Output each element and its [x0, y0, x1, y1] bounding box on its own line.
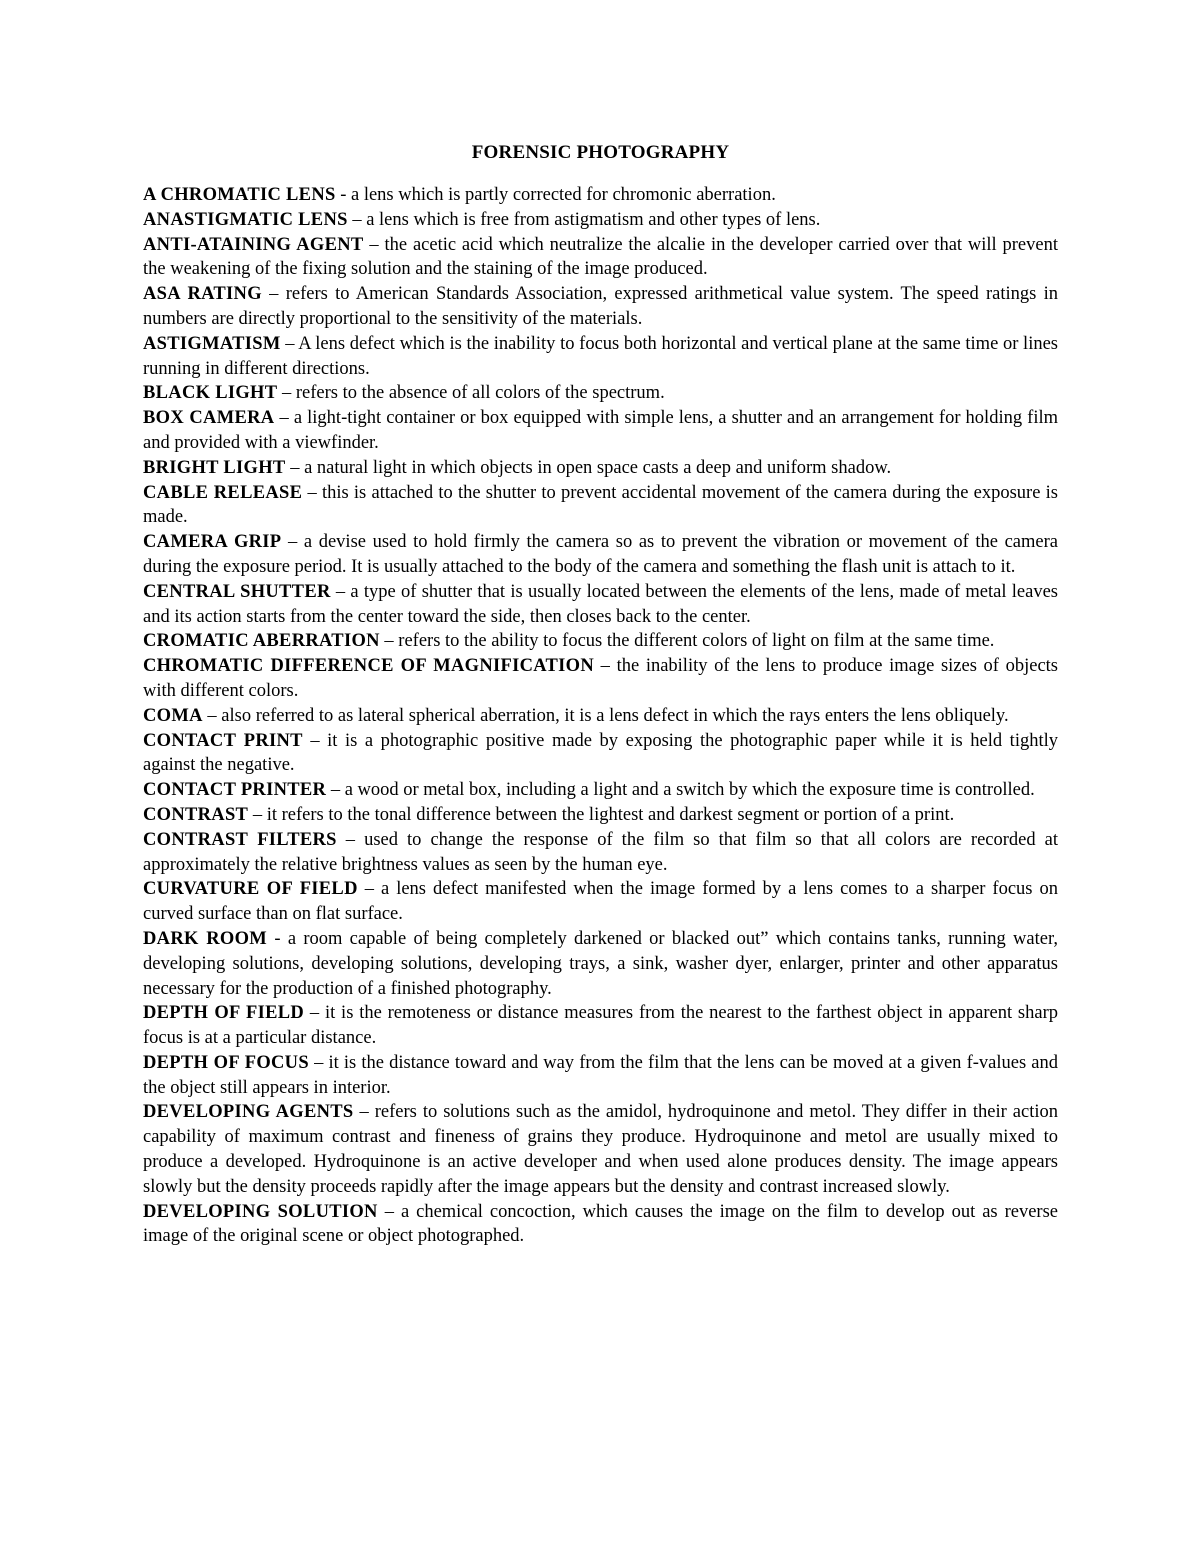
glossary-separator: – — [594, 656, 617, 677]
glossary-separator: – — [277, 383, 296, 404]
glossary-entry — [143, 1001, 1058, 1051]
glossary-definition: also referred to as lateral spherical aberration, it is a lens defect in which the rays enters the lens obliquely. — [221, 705, 1009, 726]
glossary-term: ASA RATING — [143, 284, 262, 305]
glossary-term: ASTIGMATISM — [143, 333, 281, 354]
glossary-term: BOX CAMERA — [143, 408, 275, 429]
glossary-definition: a room capable of being completely darkened or blacked out” which contains tanks, running water, developing solutions, developing solutions, developing trays, a sink, washer dyer, enlarger, printer and other apparatus necessary for the production of a finished photography. — [143, 928, 1058, 999]
glossary-separator: – — [326, 780, 345, 801]
glossary-entry — [143, 828, 1058, 878]
glossary-definition: refers to the absence of all colors of the spectrum. — [295, 383, 665, 404]
glossary-term: DEPTH OF FIELD — [143, 1003, 305, 1024]
glossary-entry — [143, 282, 1058, 332]
glossary-separator: – — [285, 457, 305, 478]
glossary-entry — [143, 778, 1058, 803]
glossary-separator: – — [357, 879, 381, 900]
glossary-entry — [143, 481, 1058, 531]
glossary-entry — [143, 1200, 1058, 1250]
glossary-entry — [143, 208, 1058, 233]
glossary-entry — [143, 381, 1058, 406]
glossary-term: BLACK LIGHT — [143, 383, 278, 404]
glossary-list — [143, 183, 1058, 1249]
glossary-term: CAMERA GRIP — [143, 532, 282, 553]
glossary-definition: a light-tight container or box equipped with simple lens, a shutter and an arrangement for holding film and provided with a viewfinder. — [143, 408, 1059, 453]
glossary-term: CONTRAST FILTERS — [143, 829, 337, 850]
glossary-entry — [143, 580, 1058, 630]
glossary-definition: refers to the ability to focus the different colors of light on film at the same time. — [398, 631, 995, 652]
glossary-term: BRIGHT LIGHT — [143, 457, 286, 478]
glossary-entry — [143, 704, 1058, 729]
glossary-definition: the acetic acid which neutralize the alcalie in the developer carried over that will prevent the weakening of the fixing solution and the staining of the image produced. — [143, 234, 1058, 280]
glossary-separator: – — [261, 284, 286, 305]
glossary-separator: – — [379, 631, 399, 652]
glossary-separator: – — [202, 705, 222, 726]
glossary-term: A CHROMATIC LENS — [143, 185, 336, 205]
glossary-entry — [143, 1051, 1058, 1101]
page-title: FORENSIC PHOTOGRAPHY — [471, 142, 730, 163]
glossary-entry — [143, 530, 1058, 580]
glossary-definition: a chemical concoction, which causes the image on the film to develop out as reverse image of the original scene or object photographed. — [143, 1201, 1059, 1247]
glossary-separator: – — [302, 482, 322, 503]
glossary-entry — [143, 629, 1058, 654]
glossary-separator: – — [280, 333, 299, 354]
glossary-separator: – — [377, 1201, 401, 1222]
glossary-definition: a lens which is free from astigmatism and other types of lens. — [366, 209, 821, 230]
glossary-separator: – — [248, 804, 267, 825]
document-page — [143, 140, 1058, 1249]
glossary-definition: refers to American Standards Association, expressed arithmetical value system. The speed ratings in numbers are directly proportional to the sensitivity of the materials. — [143, 284, 1059, 329]
glossary-definition: a type of shutter that is usually located between the elements of the lens, made of metal leaves and its action starts from the center toward the side, then closes back to the center. — [143, 581, 1058, 627]
glossary-definition: it refers to the tonal difference between the lightest and darkest segment or portion of a print. — [266, 804, 955, 825]
glossary-definition: used to change the response of the film so that film so that all colors are recorded at approximately the relative brightness values as seen by the human eye. — [143, 829, 1058, 875]
glossary-term: COMA — [143, 705, 203, 726]
glossary-term: CENTRAL SHUTTER — [143, 581, 331, 602]
glossary-term: CURVATURE OF FIELD — [143, 879, 358, 900]
glossary-term: DARK ROOM — [143, 928, 268, 949]
glossary-entry — [143, 803, 1058, 828]
glossary-separator: - — [335, 185, 351, 205]
glossary-term: CHROMATIC DIFFERENCE OF MAGNIFICATION — [143, 656, 595, 677]
glossary-entry — [143, 654, 1058, 704]
glossary-entry — [143, 456, 1058, 481]
glossary-entry — [143, 877, 1058, 927]
glossary-term: ANASTIGMATIC LENS — [143, 209, 348, 230]
glossary-definition: it is a photographic positive made by exposing the photographic paper while it is held tightly against the negative. — [143, 730, 1058, 776]
glossary-separator: – — [336, 829, 365, 850]
glossary-entry — [143, 1100, 1058, 1199]
glossary-separator: – — [347, 209, 367, 230]
glossary-entry — [143, 332, 1058, 382]
glossary-definition: a lens defect manifested when the image formed by a lens comes to a sharper focus on curved surface than on flat surface. — [143, 879, 1059, 925]
glossary-definition: this is attached to the shutter to prevent accidental movement of the camera during the exposure is made. — [143, 482, 1058, 528]
glossary-separator: – — [304, 1003, 325, 1024]
glossary-definition: refers to solutions such as the amidol, hydroquinone and metol. They differ in their action capability of maximum contrast and fineness of grains they produce. Hydroquinone and metol are usually mixed to produce a developed. Hydroquinone is an active developer and when used alone produces density. The image appears slowly but the density proceeds rapidly after the image appears but the density and contrast increased slowly. — [143, 1102, 1059, 1197]
glossary-separator: - — [267, 928, 288, 949]
glossary-entry — [143, 406, 1058, 456]
glossary-term: CONTRAST — [143, 804, 249, 825]
glossary-term: ANTI-ATAINING AGENT — [143, 234, 364, 255]
glossary-term: CONTACT PRINTER — [143, 780, 327, 801]
glossary-term: DEPTH OF FOCUS — [143, 1052, 309, 1073]
glossary-definition: A lens defect which is the inability to focus both horizontal and vertical plane at the same time or lines running in different directions. — [143, 333, 1058, 379]
glossary-term: DEVELOPING SOLUTION — [143, 1201, 378, 1222]
glossary-entry — [143, 927, 1058, 1001]
glossary-definition: it is the remoteness or distance measures from the nearest to the farthest object in apparent sharp focus is at a particular distance. — [143, 1003, 1058, 1049]
glossary-separator: – — [281, 532, 304, 553]
glossary-definition: it is the distance toward and way from the film that the lens can be moved at a given f-values and the object still appears in interior. — [143, 1052, 1059, 1098]
glossary-separator: – — [274, 408, 294, 429]
glossary-term: CONTACT PRINT — [143, 730, 303, 751]
glossary-term: CROMATIC ABERRATION — [143, 631, 380, 652]
glossary-definition: the inability of the lens to produce image sizes of objects with different colors. — [143, 656, 1058, 701]
glossary-entry — [143, 183, 1058, 208]
glossary-separator: – — [353, 1102, 375, 1123]
glossary-definition: a devise used to hold firmly the camera so as to prevent the vibration or movement of the camera during the exposure period. It is usually attached to the body of the camera and something the flash unit is attach to it. — [143, 532, 1058, 577]
glossary-separator: – — [308, 1052, 329, 1073]
glossary-term: CABLE RELEASE — [143, 482, 303, 503]
glossary-definition: a wood or metal box, including a light and a switch by which the exposure time is controlled. — [344, 780, 1035, 801]
glossary-definition: a natural light in which objects in open space casts a deep and uniform shadow. — [304, 457, 892, 478]
glossary-entry — [143, 729, 1058, 779]
glossary-definition: a lens which is partly corrected for chromonic aberration. — [351, 185, 776, 205]
glossary-term: DEVELOPING AGENTS — [143, 1102, 354, 1123]
glossary-separator: – — [330, 581, 351, 602]
glossary-entry — [143, 233, 1058, 283]
glossary-separator: – — [363, 234, 385, 255]
glossary-separator: – — [302, 730, 328, 751]
